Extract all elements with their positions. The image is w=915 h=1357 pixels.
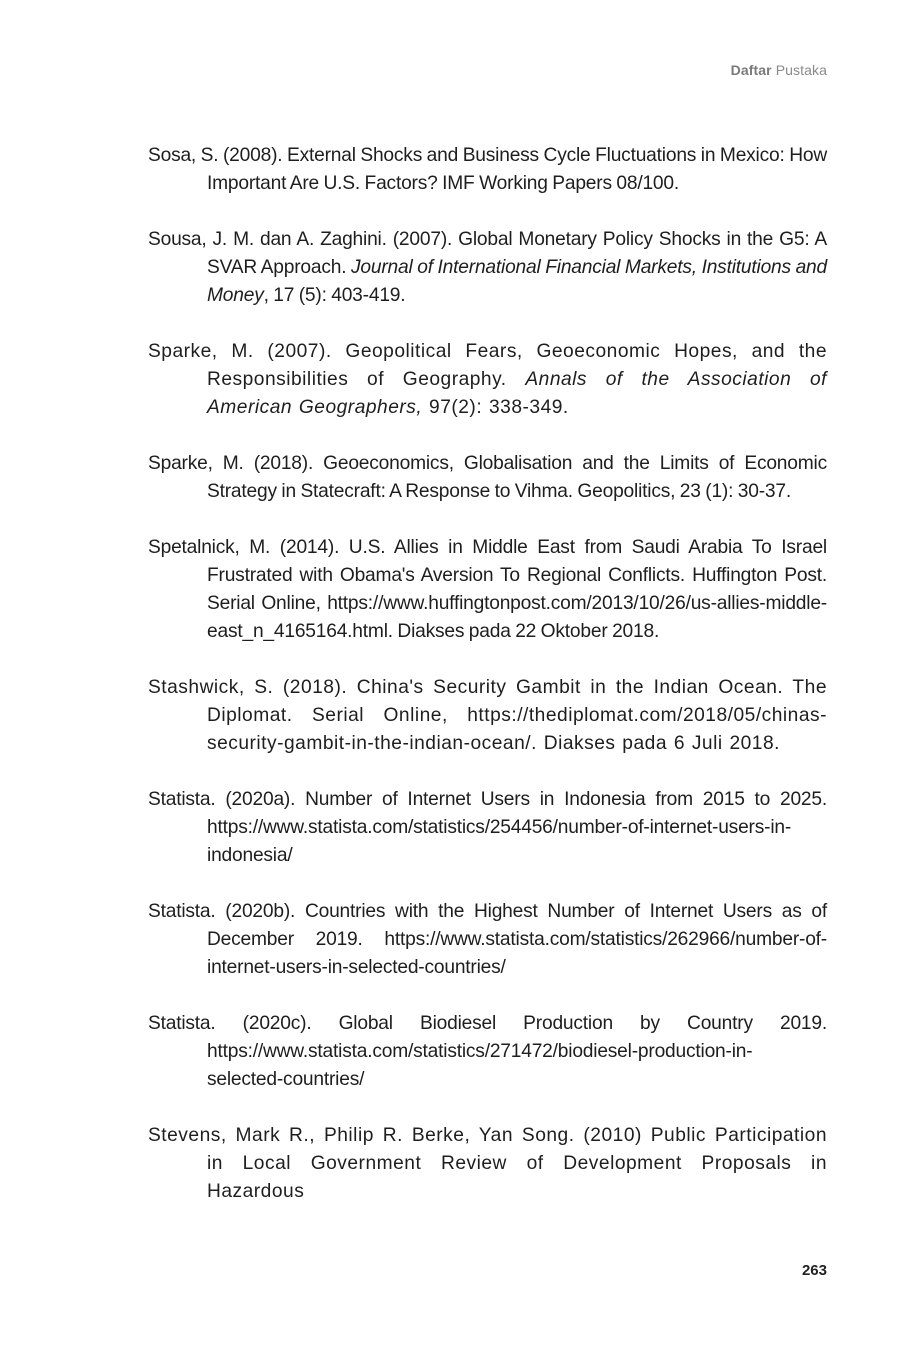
- reference-italic: Journal of International Financial Markets, Institutions and Money: [207, 257, 828, 306]
- reference-text: Sousa, J. M. dan A. Zaghini. (2007). Global Monetary Policy Shocks in the G5: A SVAR Approach.: [148, 229, 827, 278]
- running-head: [731, 62, 827, 78]
- reference-entry: [148, 450, 827, 506]
- reference-text: Spetalnick, M. (2014). U.S. Allies in Middle East from Saudi Arabia To Israel Frustrated with Obama's Aversion To Regional Conflicts. Huffington Post. Serial Online, https://www.huffingtonpost.com/2013/10/26/us-allies-middle-east_n_4165164.html. Diakses pada 22 Oktober 2018.: [148, 537, 827, 642]
- reference-text: Sosa, S. (2008). External Shocks and Business Cycle Fluctuations in Mexico: How Important Are U.S. Factors? IMF Working Papers 08/100.: [148, 145, 827, 194]
- reference-entry: [148, 1010, 827, 1094]
- reference-text: Stevens, Mark R., Philip R. Berke, Yan Song. (2010) Public Participation in Local Government Review of Development Proposals in Hazardous: [148, 1125, 827, 1202]
- reference-entry: [148, 674, 827, 758]
- reference-tail: , 17 (5): 403-419.: [263, 285, 406, 306]
- reference-italic: Annals of the Association of American Geographers,: [207, 369, 828, 418]
- reference-list: [148, 142, 827, 1234]
- reference-text: Statista. (2020a). Number of Internet Users in Indonesia from 2015 to 2025. https://www.statista.com/statistics/254456/number-of-internet-users-in-indonesia/: [148, 789, 827, 866]
- reference-entry: [148, 1122, 827, 1206]
- reference-entry: [148, 898, 827, 982]
- reference-tail: 97(2): 338-349.: [422, 397, 569, 418]
- running-head-rest: Pustaka: [775, 62, 827, 78]
- reference-text: Sparke, M. (2007). Geopolitical Fears, Geoeconomic Hopes, and the Responsibilities of Geography.: [148, 341, 827, 390]
- reference-text: Sparke, M. (2018). Geoeconomics, Globalisation and the Limits of Economic Strategy in Statecraft: A Response to Vihma. Geopolitics, 23 (1): 30-37.: [148, 453, 827, 502]
- reference-entry: [148, 786, 827, 870]
- reference-entry: [148, 226, 827, 310]
- reference-text: Stashwick, S. (2018). China's Security Gambit in the Indian Ocean. The Diplomat. Serial Online, https://thediplomat.com/2018/05/chinas-security-gambit-in-the-indian-ocean/. Diakses pada 6 Juli 2018.: [148, 677, 827, 754]
- reference-entry: [148, 338, 827, 422]
- reference-entry: [148, 534, 827, 646]
- page-number: 263: [801, 1262, 827, 1279]
- reference-text: Statista. (2020c). Global Biodiesel Production by Country 2019. https://www.statista.com/statistics/271472/biodiesel-production-in-selected-countries/: [148, 1013, 827, 1090]
- reference-entry: [148, 142, 827, 198]
- reference-text: Statista. (2020b). Countries with the Highest Number of Internet Users as of December 2019. https://www.statista.com/statistics/262966/number-of-internet-users-in-selected-countries/: [148, 901, 827, 978]
- running-head-bold: Daftar: [730, 62, 772, 78]
